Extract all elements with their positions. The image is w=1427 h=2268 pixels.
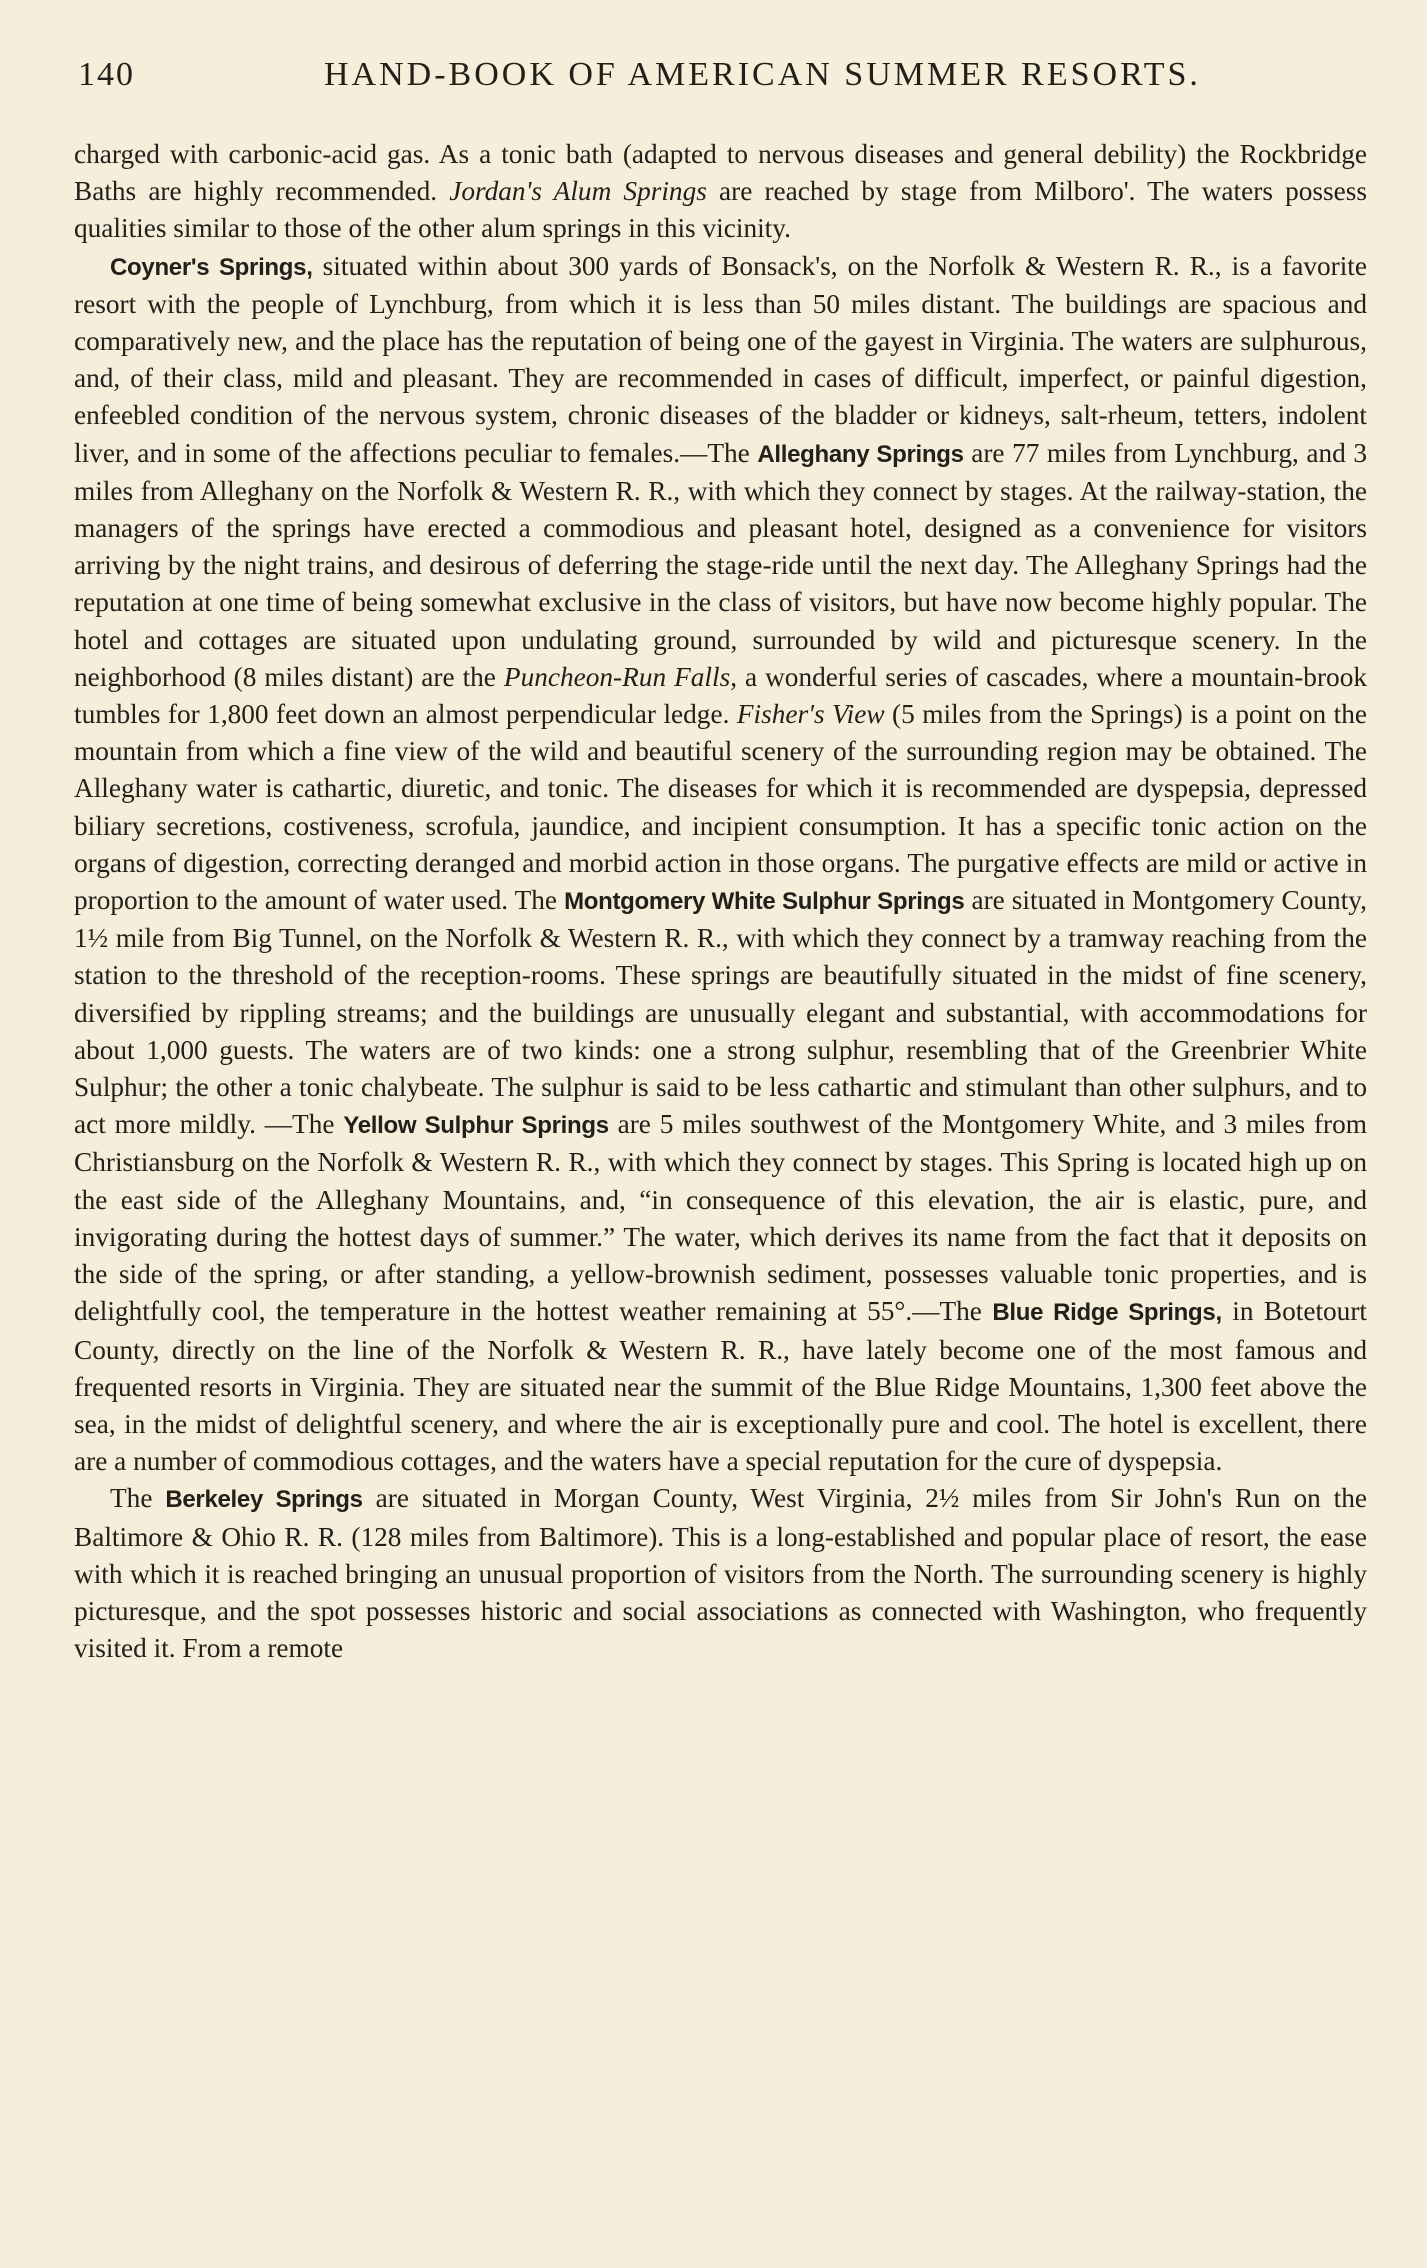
resort-name: Berkeley Springs — [165, 1486, 363, 1514]
body-text — [74, 136, 1367, 1667]
paragraph — [74, 248, 1367, 1481]
book-title-header: HAND-BOOK OF AMERICAN SUMMER RESORTS. — [324, 56, 1201, 93]
text-run: (5 miles from the Springs) is a point on the mountain from which a fine view of the wild and beautiful scenery of the surrounding region may be obtained. The Alleghany water is cathartic, diuretic, and tonic. The diseases for which it is recommended are dyspepsia, depressed biliary secretions, costiveness, scrofula, jaundice, and incipient consumption. It has a specific tonic action on the organs of digestion, correcting deranged and morbid action in those organs. The purgative effects are mild or active in proportion to the amount of water used. The — [74, 699, 1368, 916]
text-run: are 5 miles southwest of the Montgomery White, and 3 miles from Christiansburg on the Norfolk & Western R. R., with which they connect by stages. This Spring is located high up on the east side of the Alleghany Mountains, and, “in consequence of this elevation, the air is elastic, pure, and invigorating during the hottest days of summer.” The water, which derives its name from the fact that it deposits on the side of the spring, or after standing, a yellow-brownish sediment, possesses valuable tonic properties, and is delightfully cool, the temperature in the hottest weather remaining at 55°.—The — [74, 1109, 1367, 1327]
text-run: are reached by stage from Milboro'. The waters possess qualities similar to those of the other alum springs in this vicinity. — [74, 176, 1368, 244]
text-run: are situated in Morgan County, West Virginia, 2½ miles from Sir John's Run on the Baltimore & Ohio R. R. (128 miles from Baltimore). This is a long-established and popular place of resort, the ease with which it is reached bringing an unusual proportion of visitors from the North. The surrounding scenery is highly picturesque, and the spot possesses historic and social associations as connected with Washington, who frequently visited it. From a remote — [74, 1483, 1367, 1664]
text-run: are 77 miles from Lynchburg, and 3 miles from Alleghany on the Norfolk & Western R. R., with which they connect by stages. At the railway-station, the managers of the springs have erected a commodious and pleasant hotel, designed as a convenience for visitors arriving by the night trains, and desirous of deferring the stage-ride until the next day. The Alleghany Springs had the reputation at one time of being somewhat exclusive in the class of visitors, but have now become highly popular. The hotel and cottages are situated upon undulating ground, surrounded by wild and picturesque scenery. In the neighborhood (8 miles distant) are the — [74, 437, 1367, 692]
resort-name: Alleghany Springs — [757, 440, 964, 468]
resort-name: Yellow Sulphur Springs — [343, 1112, 609, 1140]
paragraph — [74, 136, 1367, 248]
paragraph — [74, 1480, 1367, 1667]
resort-name: Blue Ridge Springs, — [992, 1299, 1222, 1327]
text-run: charged with carbonic-acid gas. As a tonic bath (adapted to nervous diseases and general debility) the Rockbridge Baths are highly recommended. — [74, 139, 1367, 207]
text-run: are situated in Montgomery County, 1½ mile from Big Tunnel, on the Norfolk & Western R. R., with which they connect by a tramway reaching from the station to the threshold of the reception-rooms. These springs are beautifully situated in the midst of fine scenery, diversified by rippling streams; and the buildings are unusually elegant and substantial, with accommodations for about 1,000 guests. The waters are of two kinds: one a strong sulphur, resembling that of the Greenbrier White Sulphur; the other a tonic chalybeate. The sulphur is said to be less cathartic and stimulant than other sulphurs, and to act more mildly. —The — [74, 885, 1367, 1140]
italic-place-name: Jordan's Alum Springs — [449, 176, 707, 207]
running-header — [74, 50, 1367, 100]
italic-place-name: Fisher's View — [736, 699, 885, 730]
page-number: 140 — [78, 56, 135, 93]
resort-name: Coyner's Springs, — [110, 253, 313, 281]
text-run: in Botetourt County, directly on the line of the Norfolk & Western R. R., have lately become one of the most famous and frequented resorts in Virginia. They are situated near the summit of the Blue Ridge Mountains, 1,300 feet above the sea, in the midst of delightful scenery, and where the air is exceptionally pure and cool. The hotel is excellent, there are a number of commodious cottages, and the waters have a special reputation for the cure of dyspepsia. — [74, 1296, 1367, 1477]
italic-place-name: Puncheon-Run Falls — [503, 661, 731, 692]
text-run: situated within about 300 yards of Bonsack's, on the Norfolk & Western R. R., is a favorite resort with the people of Lynchburg, from which it is less than 50 miles distant. The buildings are spacious and comparatively new, and the place has the reputation of being one of the gayest in Virginia. The waters are sulphurous, and, of their class, mild and pleasant. They are recommended in cases of difficult, imperfect, or painful digestion, enfeebled condition of the nervous system, chronic diseases of the bladder or kidneys, salt-rheum, tetters, indolent liver, and in some of the affections peculiar to females.—The — [74, 250, 1367, 468]
resort-name: Montgomery White Sulphur Springs — [564, 888, 965, 916]
text-run: , a wonderful series of cascades, where a mountain-brook tumbles for 1,800 feet down an almost perpendicular ledge. — [74, 661, 1367, 730]
text-run: The — [110, 1483, 166, 1514]
